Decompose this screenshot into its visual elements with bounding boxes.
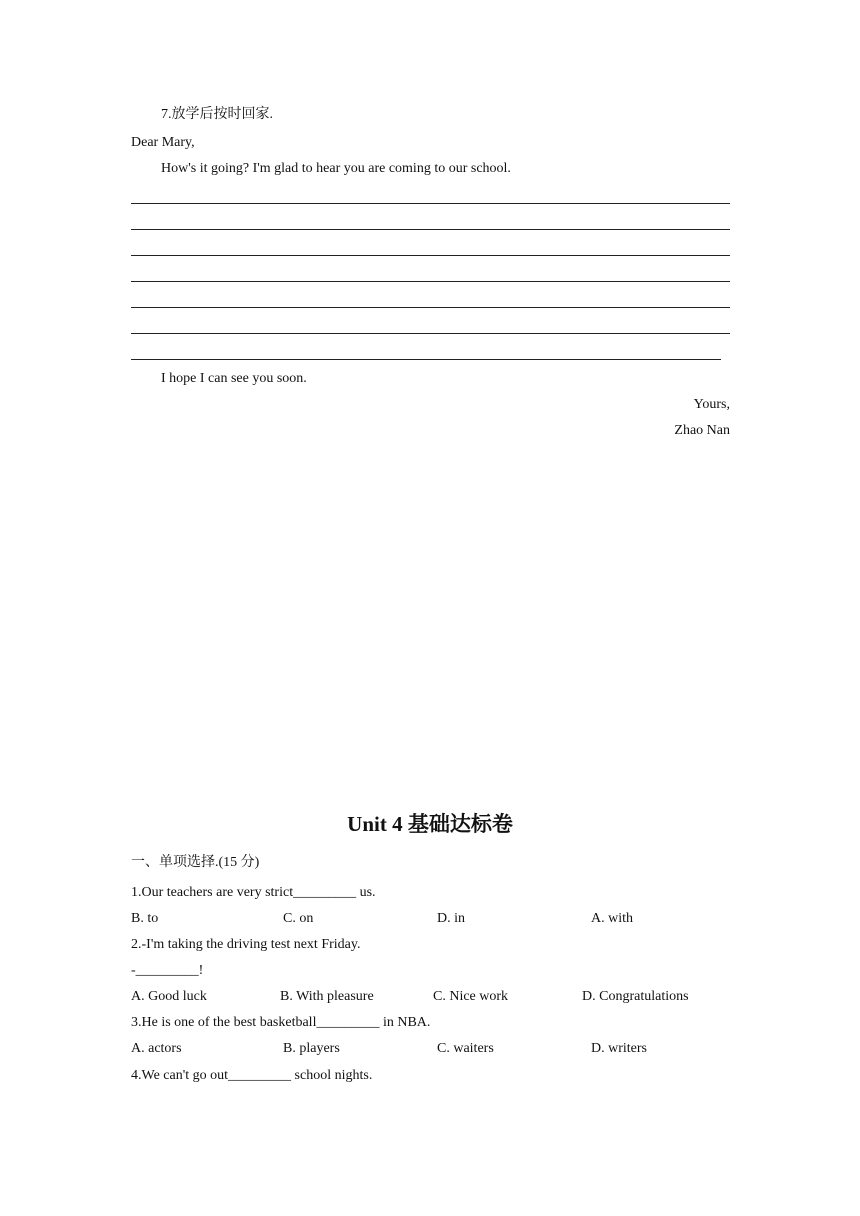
question-4: 4.We can't go out_________ school nights.: [131, 1068, 373, 1083]
q3-option: D. writers: [591, 1041, 647, 1056]
writing-line: [131, 307, 730, 308]
q3-option: B. players: [283, 1041, 340, 1056]
unit-title: Unit 4 基础达标卷: [347, 812, 513, 836]
q1-option: A. with: [591, 911, 633, 926]
q3-option: C. waiters: [437, 1041, 494, 1056]
item-7: 7.放学后按时回家.: [161, 107, 273, 122]
writing-line: [131, 281, 730, 282]
q2-option: D. Congratulations: [582, 989, 689, 1004]
writing-line: [131, 229, 730, 230]
letter-signature: Zhao Nan: [674, 423, 730, 438]
question-3: 3.He is one of the best basketball_________ in NBA.: [131, 1015, 431, 1030]
q2-option: B. With pleasure: [280, 989, 374, 1004]
q2-option: A. Good luck: [131, 989, 207, 1004]
question-1: 1.Our teachers are very strict_________ us.: [131, 885, 376, 900]
section-heading: 一、单项选择.(15 分): [131, 855, 260, 870]
question-2: 2.-I'm taking the driving test next Friday.: [131, 937, 361, 952]
writing-line: [131, 333, 730, 334]
q1-option: B. to: [131, 911, 159, 926]
writing-line: [131, 359, 721, 360]
letter-signoff: Yours,: [693, 397, 730, 412]
question-2-reply: -_________!: [131, 963, 204, 978]
q1-option: D. in: [437, 911, 465, 926]
q1-option: C. on: [283, 911, 314, 926]
q2-option: C. Nice work: [433, 989, 509, 1004]
letter-salutation: Dear Mary,: [131, 135, 195, 150]
writing-line: [131, 255, 730, 256]
writing-line: [131, 203, 730, 204]
letter-closing: I hope I can see you soon.: [161, 371, 307, 386]
q3-option: A. actors: [131, 1041, 182, 1056]
letter-opening: How's it going? I'm glad to hear you are coming to our school.: [161, 161, 511, 176]
